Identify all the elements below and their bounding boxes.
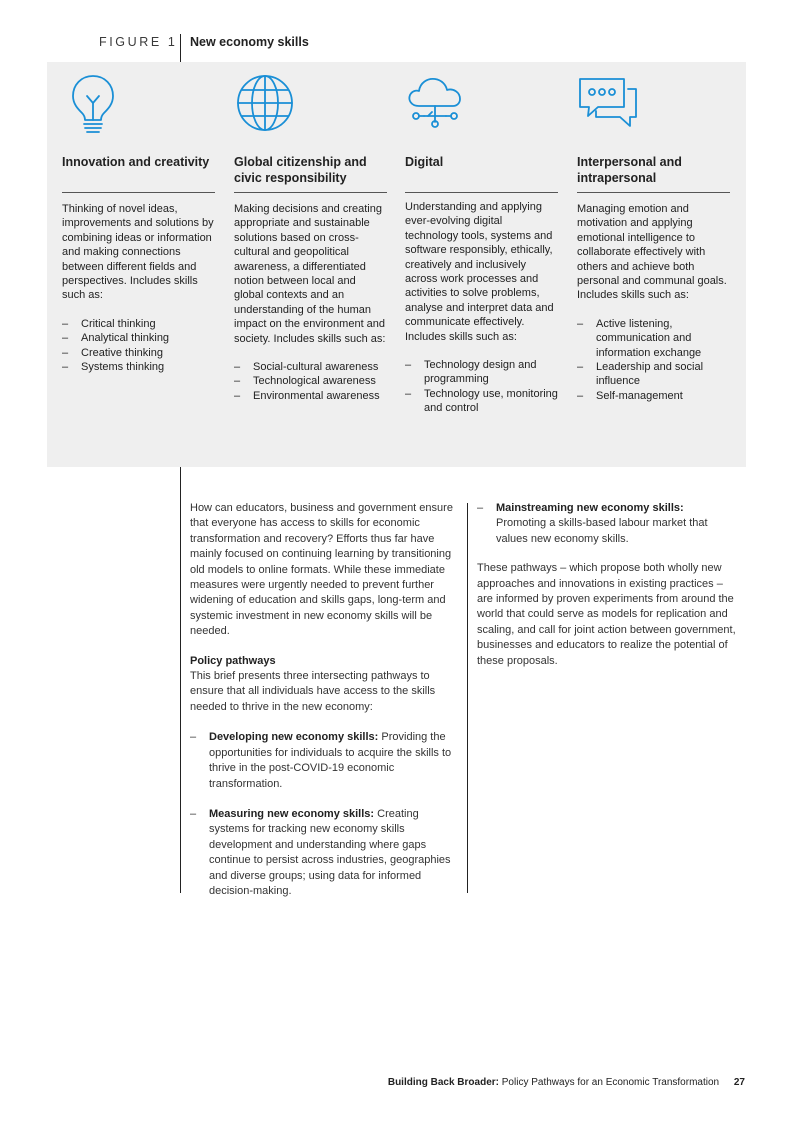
skill-card-interpersonal <box>577 72 730 402</box>
section-subheading: Policy pathways <box>190 654 276 667</box>
pathway-text: Promoting a skills-based labour market that values new economy skills. <box>496 517 708 545</box>
skill-card-innovation <box>62 72 215 374</box>
figure-label: FIGURE 1 <box>99 35 178 49</box>
list-item: – Leadership and social influence <box>577 360 730 389</box>
card-description: Thinking of novel ideas, improvements and solutions by combining ideas or information and making connections between different fields and perspectives. Includes skills such as: <box>62 203 214 302</box>
list-item: – Systems thinking <box>62 360 215 374</box>
card-title: Global citizenship and civic responsibility <box>234 155 367 185</box>
list-item: – Technological awareness <box>234 374 387 388</box>
list-item: – Technology design and programming <box>405 358 558 387</box>
cloud-network-icon <box>405 72 473 140</box>
pathway-item <box>477 501 739 547</box>
skill-card-global-citizenship <box>234 72 387 402</box>
card-divider <box>405 192 558 193</box>
globe-icon <box>234 72 302 140</box>
list-item: – Active listening, communication and information exchange <box>577 317 730 360</box>
closing-paragraph: These pathways – which propose both wholly new approaches and innovations in existing practices – are informed by proven experiments from around the world that could serve as models for replication and scaling, and call for joint action between government, businesses and educators to realize the potential of these proposals. <box>477 562 736 667</box>
card-title: Digital <box>405 155 444 169</box>
speech-bubbles-icon <box>577 72 645 140</box>
figure-divider <box>180 34 181 63</box>
pathway-item <box>190 807 458 899</box>
intro-paragraph: How can educators, business and government ensure that everyone has access to skills for economic transformation and recovery? Efforts thus far have mainly focused on continuing learning by transitioning old models to online formats. While these immediate measures were urgently needed to prevent further widening of education and skills gaps, long-term and systemic investment in new economy skills will be needed. <box>190 502 453 638</box>
list-item: – Self-management <box>577 389 730 403</box>
list-item: – Technology use, monitoring and control <box>405 387 558 416</box>
pathway-title: Mainstreaming new economy skills: <box>496 502 684 514</box>
skill-card-digital <box>405 72 558 415</box>
page-footer <box>388 1077 745 1088</box>
card-description: Managing emotion and motivation and applying emotional intelligence to collaborate effectively with others and achieve both personal and communal goals. Includes skills such as: <box>577 203 727 302</box>
footer-title-bold: Building Back Broader: <box>387 1077 499 1088</box>
card-description: Making decisions and creating appropriate and sustainable solutions based on cross-cultural and geopolitical awareness, a differentiated notion between local and global contexts and an understanding of the human impact on the environment and society. Includes skills such as: <box>234 203 386 345</box>
pathway-title: Measuring new economy skills: <box>209 807 375 820</box>
page-number: 27 <box>733 1077 745 1088</box>
card-description: Understanding and applying ever-evolving digital technology tools, systems and software responsibly, ethically, creatively and inclusively across work processes and activities to solve problems, analyse and interpret data and communicate effectively. Includes skills such as: <box>405 201 554 343</box>
list-item: – Social-cultural awareness <box>234 360 387 374</box>
pathway-title: Developing new economy skills: <box>209 731 379 744</box>
card-title: Interpersonal and intrapersonal <box>577 155 682 185</box>
skill-list <box>234 360 387 403</box>
footer-title: Policy Pathways for an Economic Transformation <box>501 1077 720 1088</box>
list-item: – Creative thinking <box>62 346 215 360</box>
pathway-text: Creating systems for tracking new economy skills development and understanding where gaps continue to persist across industries, geographies and diverse groups; using data for informed decision-making. <box>209 807 451 897</box>
skill-list <box>405 358 558 416</box>
vertical-rule <box>180 467 181 893</box>
pathway-text: Providing the opportunities for individuals to acquire the skills to thrive in the post-COVID-19 economic transformation. <box>209 731 452 790</box>
body-right-column <box>477 501 739 669</box>
card-title: Innovation and creativity <box>62 155 210 169</box>
figure-title: New economy skills <box>190 35 309 49</box>
pathways-intro: This brief presents three intersecting pathways to ensure that all individuals have access to the skills needed to thrive in the new economy: <box>190 670 436 713</box>
card-divider <box>577 192 730 193</box>
pathway-item <box>190 730 458 792</box>
skill-list <box>577 317 730 403</box>
card-divider <box>62 192 215 193</box>
column-divider <box>467 503 468 893</box>
body-left-column <box>190 501 458 899</box>
list-item: – Environmental awareness <box>234 389 387 403</box>
skill-list <box>62 317 215 375</box>
list-item: – Analytical thinking <box>62 331 215 345</box>
list-item: – Critical thinking <box>62 317 215 331</box>
lightbulb-icon <box>62 72 130 140</box>
card-divider <box>234 192 387 193</box>
